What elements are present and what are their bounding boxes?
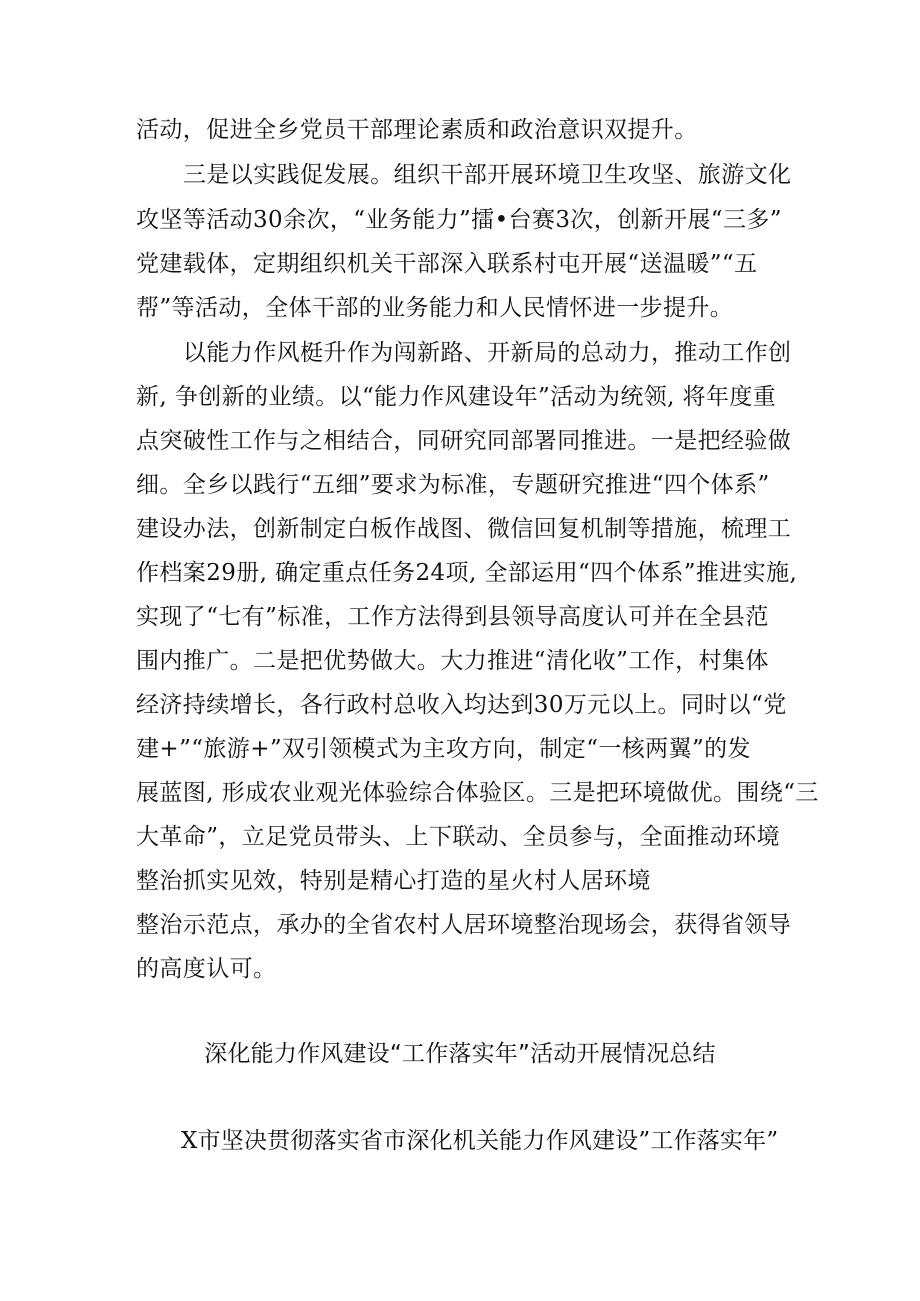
paragraph-line: 经济持续增长，各行政村总收入均达到30万元以上。同时以“党 bbox=[136, 692, 787, 718]
paragraph-line: 活动，促进全乡党员干部理论素质和政治意识双提升。 bbox=[136, 117, 698, 143]
paragraph-line: 建设办法，创新制定白板作战图、微信回复机制等措施，梳理工 bbox=[136, 516, 792, 542]
paragraph-line: 帮”等活动，全体干部的业务能力和人民情怀进一步提升。 bbox=[136, 295, 734, 321]
paragraph-line: 实现了“七有”标准，工作方法得到县领导高度认可并在全县范 bbox=[136, 604, 769, 630]
paragraph-line: 党建载体，定期组织机关干部深入联系村屯开展“送温暖”“五 bbox=[136, 251, 758, 277]
paragraph-line: 建+”“旅游+”双引领模式为主攻方向，制定“一核两翼”的发 bbox=[136, 736, 751, 762]
paragraph-line: 攻坚等活动30余次，“业务能力”擂•台赛3次，创新开展“三多” bbox=[136, 207, 782, 233]
paragraph-line: 细。全乡以践行“五细”要求为标准，专题研究推进“四个体系” bbox=[136, 472, 770, 498]
paragraph-line: 三是以实践促发展。组织干部开展环境卫生攻坚、旅游文化 bbox=[183, 162, 792, 188]
paragraph-line: 点突破性工作与之相结合，同研究同部署同推进。一是把经验做 bbox=[136, 428, 792, 454]
paragraph-line: 的高度认可。 bbox=[136, 956, 277, 982]
paragraph-line: 以能力作风梃升作为闯新路、开新局的总动力，推动工作创 bbox=[183, 340, 792, 366]
section-heading: 深化能力作风建设“工作落实年”活动开展情况总结 bbox=[204, 1041, 716, 1067]
paragraph-line: 作档案29册, 确定重点任务24项, 全部运用“四个体系”推进实施, bbox=[136, 560, 798, 586]
intro-paragraph-line: X市坚决贯彻落实省市深化机关能力作风建设”工作落实年” bbox=[181, 1128, 779, 1154]
paragraph-line: 整治抓实见效，特别是精心打造的星火村人居环境 bbox=[136, 868, 651, 894]
paragraph-line: 新, 争创新的业绩。以“能力作风建设年”活动为统领, 将年度重 bbox=[136, 384, 777, 410]
paragraph-line: 展蓝图, 形成农业观光体验综合体验区。三是把环境做优。围绕“三 bbox=[136, 780, 819, 806]
paragraph-line: 大革命”，立足党员带头、上下联动、全员参与，全面推动环境 bbox=[136, 824, 780, 850]
paragraph-line: 整治示范点，承办的全省农村人居环境整治现场会，获得省领导 bbox=[136, 912, 792, 938]
paragraph-line: 围内推广。二是把优势做大。大力推进“清化收”工作，村集体 bbox=[136, 648, 769, 674]
